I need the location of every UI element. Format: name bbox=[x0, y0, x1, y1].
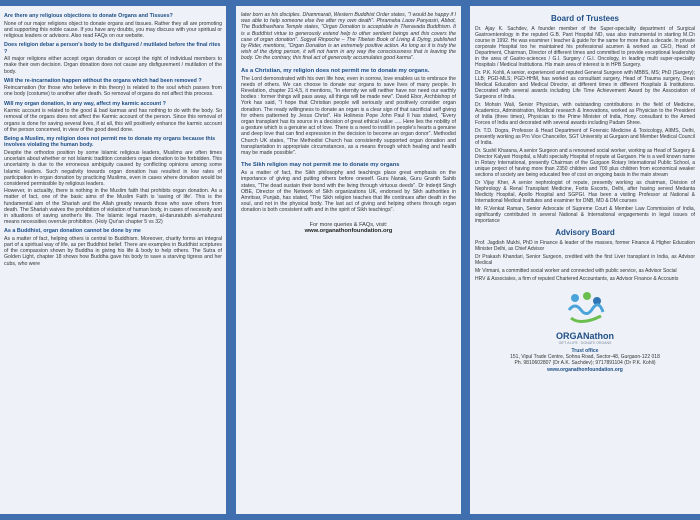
faq-question: Being a Muslim, my religion does not permit me to donate my organs because this involves violating the human body. bbox=[4, 135, 216, 149]
office-address: 151, Vipul Trade Centre, Sohna Road, Sector-48, Gurgaon-122 018 bbox=[510, 354, 660, 361]
advisor-entry: Mr Virmani, a committed social worker and connected with public service, as Advisor Social bbox=[475, 268, 677, 274]
trustee-entry: Dr. P.K. Kohli, A senior, experienced and reputed General Surgeon with MBBS, MS; PhD (Surgery); LLB; PGD-MLS; PGD-HHM, has worked as consultant surgery, Head of Trauma surgery, Dean Medical Education and Medical Director, at different times in different Hospitals & Institutions. Decorated with several awards including Life Time Achievement Award by the Association of Surgeons of India. bbox=[475, 70, 695, 100]
buddhism-continued-text: later born as his disciples. Dhammarati, Western Buddhist Order states, "I would be happy if I was able to help someone else live after my own death". Phramaha Laow Panyasiri, Abbot, The Buddhavihara Temple states, "Organ Donation is acceptable in Theravada Buddhism. It is a Buddhist virtue to generously extend help to other sentient beings and this covers the case of organ donation". Sogyal Rinpoche – The Tibetan Book of Living & Dying, published by Rider, mentions, "Organ Donation is an extremely positive action. As long as it is truly the wish of the dying person, it will not harm in any way the consciousness that is leaving the body. On the contrary, this final act of generosity accumulates good karma". bbox=[241, 12, 456, 62]
trustee-entry: Dr. Ajay K. Sachdev, A founder member of the Super-speciality department of Surgical Gastroenterology in the reputed G.B. Pant Hospital ND, was also instrumental in starting M.Ch course in 1992. He was examiner / teacher & guide for the same for more than a decade. In private corporate Hospital too he maintained his professional acumen & worked as CEO, Head of Department, Chairman, Director of different times and committed to provide exceptional leadership in the area of Gastro-sciences / G.I. Surgery / G.I. Oncology, in leading multi super-speciality Hospitals / Medical Institutions. His main area of interest is in HPB Surgery. bbox=[475, 26, 695, 68]
faq-answer: However, in actuality, there is nothing in the Muslim faith that prohibits organ donation. As a matter of fact, one of the basic aims of the Muslim Faith is 'saving of life'. This is the fundamental aim of the Shariah and the Allah greatly rewards those who save others from death. The Shariah waives the prohibition of violation of human body, in cases of necessity and in situations of saving another's life. The Islamic legal maxim, al-daruratubih al-mahzurat means necessities overrule prohibition. (Holy Qur'an chapter 5 vs 32) bbox=[4, 188, 222, 226]
footer-query-line: For more queries & FAQs, visit: bbox=[309, 221, 388, 228]
faq-question: Are there any religious objections to donate Organs and Tissues? bbox=[4, 13, 173, 19]
advisor-entry: HRV & Associates, a firm of reputed Chartered Accountants, as Advisor Finance & Accounts bbox=[475, 276, 679, 282]
faq-answer: All major religions either accept organ donation or accept the right of individual members to make their own decision. Organ donation does not cause any disfigurement / mutilation of the body. bbox=[4, 56, 222, 75]
faq-question: Will my organ donation, in any way, affect my karmic account ? bbox=[4, 100, 166, 107]
office-label: Trust office bbox=[571, 348, 599, 354]
faq-answer: Despite the orthodox position by some Islamic religious leaders, Muslims are often times uncertain about whether or not Islamic tradition considers organ donation to be forbidden. This uncertainty is due to the erroneous ambiguity caused by conflicting opinions among some Islamic leaders. Such negativity towards organ donation has resulted in low rates of participation in organ donation by practicing Muslims, even in cases where donation would be considered permissible by religious leaders. bbox=[4, 149, 222, 187]
contact-block bbox=[475, 348, 695, 373]
faq-answer: As a matter of fact, helping others is central to Buddhism. Moreover, charity forms an integral part of a spiritual way of life, as per Buddhist belief. There are examples in Buddhist scriptures of the compassion shown by Buddha in giving his life & body to help others. The Sutra of Golden Light, chapter 18 shows how Buddha gave his body to save a starving tigress and her cubs, who were bbox=[4, 235, 222, 267]
trustee-entry: Dr. Mohsin Wali, Senior Physician, with outstanding contributions in the field of Medicine, Academics, Administration, Medical research & Innovations, worked as Physician to the President of India (three times), Physician to the Prime Minister of India, Hony. consultant to the Armed Forces of India and decorated with several awards including Padam Shree. bbox=[475, 102, 695, 126]
panel-religions-faq-continued bbox=[236, 6, 461, 514]
faq-question: As a Buddhist, organ donation cannot be done by me bbox=[4, 228, 141, 235]
advisor-entry: Dr Prakash Khandari, Senior Surgeon, credited with the first Liver transplant in India, as Advisor Medical bbox=[475, 254, 695, 266]
trustees-list bbox=[475, 26, 695, 224]
trustee-entry: Mr. R.Venkat Raman, Senior Advocate of Supreme Court & Member Law Commission of India, significantly contributed in several National & International engagements in legal issues of importance bbox=[475, 206, 695, 224]
faq-question: As a Christian, my religion does not permit me to donate my organs. bbox=[241, 67, 430, 74]
faq-answer: Reincarnation (for those who believe in this theory) is related to the soul which passes from one body (costume) to another after death. So removal of organs do not affect this process. bbox=[4, 85, 222, 98]
faq-question: Will the re-incarnation happen without the organs which had been removed ? bbox=[4, 77, 202, 84]
panel-board bbox=[470, 6, 700, 514]
trustees-heading: Board of Trustees bbox=[550, 14, 619, 23]
faq-question: Does religion debar a person's body to be disfigured / mutilated before the final rites ? bbox=[4, 42, 221, 55]
faq-answer: As a matter of fact, the Sikh philosophy and teachings place great emphasis on the importance of giving and putting others before oneself. Guru Nanak, Guru Granth Sahib states, "The dead sustain their bond with the living through virtuous deeds". Dr Inderjit Singh OBE, Director of the Network of Sikh organizations UK, endorsed by Sikh authorities in Amritsar, Punjab, has stated, "The Sikh religion teaches that life continues after death in the soul, and not in the physical body. The last act of giving and helping others through organ donation is both consistent with and in the spirit of Sikh teachings". bbox=[241, 170, 456, 214]
trustee-entry: Dr. T.D. Dogra, Professor & Head Department of Forensic Medicine & Toxicology, AIIMS, Delhi, presently working as Pro Vice Chancellor, SGT University at Gurgaon and Member Medical Council of India. bbox=[475, 128, 695, 146]
trustee-entry: Dr Vijay Kher, A senior nephrologist of repute, presently working as chairman, Division of Nephrology & Renal Transplant Medicine, Fortis Escorts, Delhi, after having served Medanta Medicity Hospital, Apollo Hospital and SGPGI. Has been a visiting Professor at National & International Medical Institutes and examiner for DNB, MD & DM courses bbox=[475, 180, 695, 204]
office-phone: Ph. 9810602807 (Dr A.K. Sachdev); 9717891104 (Dr P.K. Kohli) bbox=[514, 360, 656, 367]
advisor-entry: Prof. Jagdish Mukhi, PhD in Finance & leader of the masses, former Finance & Higher Education Minister Delhi, as Chief Advisor bbox=[475, 240, 695, 252]
faq-answer: None of our major religions object to donate organs and tissues. Rather they all are promoting and supporting this noble cause. If you have any doubts, you may discuss with your spiritual or religious leaders or advisors. Also read FAQs on our website. bbox=[4, 20, 222, 39]
contact-website-link[interactable]: www.organathonfoundation.org bbox=[547, 366, 623, 373]
logo-tagline: GIFT A LIFE · DONATE ORGANS bbox=[558, 341, 612, 345]
logo-text: ORGANathon bbox=[556, 331, 614, 341]
advisory-list bbox=[475, 240, 695, 282]
footer-website-link[interactable]: www.organathonfoundation.org bbox=[304, 227, 393, 234]
faq-question: The Sikh religion may not permit me to donate my organs bbox=[241, 162, 400, 169]
organathon-logo-icon bbox=[545, 288, 625, 330]
panel2-footer bbox=[241, 222, 456, 234]
faq-answer: The Lord demonstrated with his own life how, even in sorrow, love enables us to embrace the needs of others. We can choose to donate our organs to save lives of many people. In Revelation, chapter 21:4,5, it mentions, "In eternity we will neither have nor need our earthly bodies : former things will pass away, all things will be made new". David Ebor, Archbishop of York has said, "I hope that Christian people will seriously and positively consider organ donation. The ready willingness to donate an organ is a clear sign of that sacrificial self giving for others patterned by Jesus Christ". His Holiness Pope John Paul II has stated, "Every organ transplant has its source in a decision of great ethical value ..... Here lies the nobility of a gesture which is a genuine act of love. There is a need to instill in people's hearts a genuine and deep love that can find expression in the decision to become an organ donor". Methodist Church UK states, "The Methodist Church has consistently supported organ donation and transplantation in appropriate circumstances, as a means through which healing and health may be made possible". bbox=[241, 75, 456, 157]
advisory-heading: Advisory Board bbox=[555, 228, 615, 237]
trustee-entry: Dr. Sushil Kharana, A senior Surgeon and a renowned social worker, working as Head of Surgery & Director Kalyani Hospital, a Multi specialty Hospital of repute at Gurgaon. He is a well known name in Rotary International, presently Chairman of the Gurgaon Rotary International Public School, a unique project of having more than 2350 children and 700 plus children from economical weaker sections of society are being educated free of cost on ongoing basis in the main stream bbox=[475, 148, 695, 178]
faq-answer: Karmic account is related to the good & bad karmas and has nothing to do with the body. So removal of the organs does not affect the Karmic account of the person. Since this removal of organs is done for saving several lives, if at all, this will positively enhance the karmic account of the person concerned, in view of the good deed done. bbox=[4, 108, 222, 133]
panel2-sections bbox=[241, 68, 456, 214]
panel-religions-faq bbox=[0, 6, 226, 514]
